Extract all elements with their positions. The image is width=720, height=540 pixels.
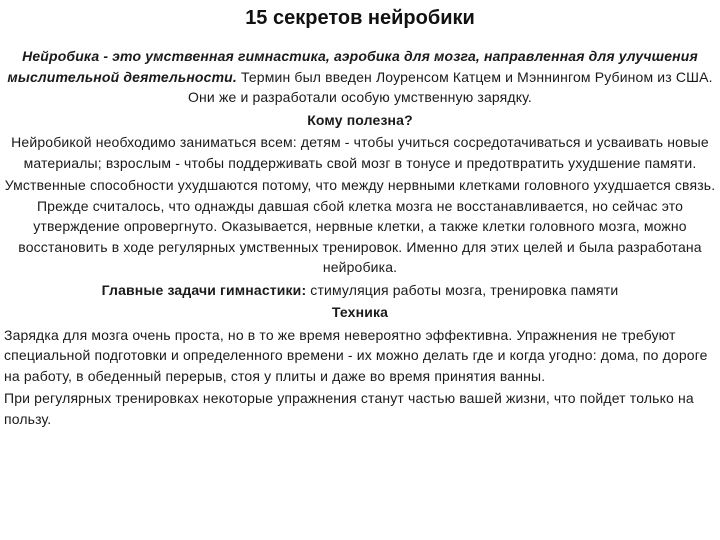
regular-paragraph: При регулярных тренировках некоторые упражнения станут частью вашей жизни, что пойдет только на пользу. (4, 390, 694, 427)
intro-paragraph (4, 46, 716, 108)
tasks-label: Главные задачи гимнастики: (101, 281, 307, 298)
slide-title: 15 секретов нейробики (245, 7, 475, 29)
tasks-paragraph (4, 280, 716, 301)
who-paragraph: Нейробикой необходимо заниматься всем: детям - чтобы учиться сосредотачиваться и усваивать новые материалы; взрослым - чтобы поддерживать свой мозг в тонусе и предотвратить ухудшение памяти. (11, 134, 709, 171)
slide-body (4, 46, 716, 431)
technique-paragraph: Зарядка для мозга очень проста, но в то же время невероятно эффективна. Упражнения не требуют специальной подготовки и определенного времени - их можно делать где и когда угодно: дома, по дороге на работу, в обеденный перерыв, стоя у плиты и даже во время принятия ванны. (4, 326, 708, 384)
intro-origin: Термин был введен Лоуренсом Катцем и Мэннингом Рубином из США. Они же и разработали особую умственную зарядку. (188, 68, 713, 105)
who-heading: Кому полезна? (307, 111, 413, 128)
abilities-paragraph: Умственные способности ухудшаются потому, что между нервными клетками головного ухудшается связь. Прежде считалось, что однажды давшая сбой клетка мозга не восстанавливается, но сейчас это утверждение опровергнуто. Оказывается, нервные клетки, а также клетки головного мозга, можно восстановить в ходе регулярных умственных тренировок. Именно для этих целей и была разработана нейробика. (4, 177, 716, 275)
tasks-text: стимуляция работы мозга, тренировка памяти (306, 281, 619, 298)
intro-definition: Нейробика - это умственная гимнастика, аэробика для мозга, направленная для улучшения мыслительной деятельности. (7, 48, 698, 85)
technique-heading: Техника (331, 304, 389, 320)
